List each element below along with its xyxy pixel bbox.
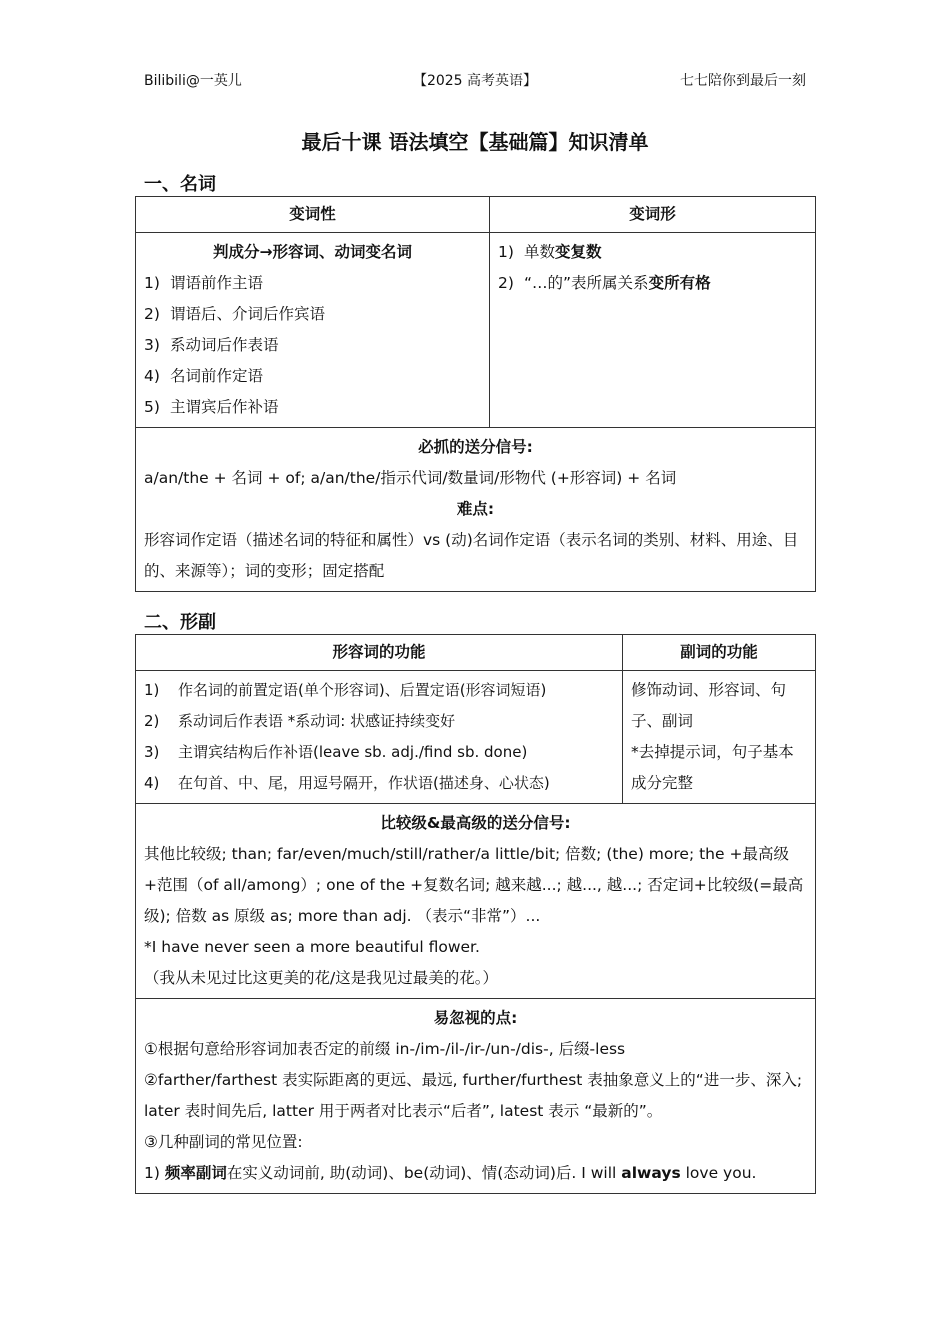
example-english: *I have never seen a more beautiful flower. (144, 938, 480, 956)
adj-adv-table (135, 634, 816, 1194)
header-right: 七七陪你到最后一刻 (680, 73, 806, 89)
noun-col1-header: 变词性 (136, 197, 490, 233)
list-item: 1) 谓语前作主语 (144, 274, 264, 292)
difficulty-text: 形容词作定语（描述名词的特征和属性）vs (动)名词作定语（表示名词的类别、材料、用途、目的、来源等）；词的变形；固定搭配 (144, 531, 799, 580)
signal-text: a/an/the + 名词 + of; a/an/the/指示代词/数量词/形物代 (+形容词) + 名词 (144, 469, 677, 487)
page-title: 最后十课 语法填空【基础篇】知识清单 (301, 130, 649, 154)
noun-col1-cell (136, 233, 490, 428)
list-item: 2) “…的”表所属关系变所有格 (498, 274, 711, 292)
noun-col1-subheading: 判成分→形容词、动词变名词 (213, 243, 412, 261)
ignore-point-4: 1) 频率副词在实义动词前, 助(动词)、be(动词)、情(态动词)后. I will always love you. (144, 1164, 757, 1182)
list-item: 1) 单数变复数 (498, 243, 602, 261)
noun-col2-cell (490, 233, 816, 428)
list-item: 5) 主谓宾后作补语 (144, 398, 279, 416)
ignore-point-3: ③几种副词的常见位置: (144, 1133, 303, 1151)
adj-col-header: 形容词的功能 (136, 635, 623, 671)
adv-function-cell (623, 671, 816, 804)
ignore-title: 易忽视的点: (433, 1009, 518, 1027)
noun-signal-cell (136, 428, 816, 592)
adv-function-text: 修饰动词、形容词、句子、副词 (631, 681, 787, 730)
ignore-point-1: ①根据句意给形容词加表否定的前缀 in-/im-/il-/ir-/un-/dis-, 后缀-less (144, 1040, 626, 1058)
compare-text: 其他比较级; than; far/even/much/still/rather/a little/bit; 倍数; (the) more; the +最高级+范围（of all/among）; one of the +复数名词; 越来越...; 越..., 越...; 否定词+比较级(=最高级); 倍数 as 原级 as; more than adj. （表示“非常”）... (144, 845, 804, 925)
list-item: 4) 名词前作定语 (144, 367, 264, 385)
difficulty-title: 难点: (456, 500, 495, 518)
list-item: 1) 作名词的前置定语(单个形容词)、后置定语(形容词短语) (144, 681, 547, 699)
ignore-point-2: ②farther/farthest 表实际距离的更远、最远, further/furthest 表抽象意义上的“进一步、深入; later 表时间先后, latter 用于两者对比表示“后者”, latest 表示 “最新的”。 (144, 1071, 803, 1120)
noun-col2-header: 变词形 (490, 197, 816, 233)
list-item: 3) 系动词后作表语 (144, 336, 279, 354)
list-item: 2) 系动词后作表语 *系动词: 状感证持续变好 (144, 712, 456, 730)
section-heading-adj-adv: 二、形副 (144, 612, 216, 633)
adv-col-header: 副词的功能 (623, 635, 816, 671)
header-left: Bilibili@一英儿 (144, 73, 242, 89)
ignore-points-cell (136, 999, 816, 1194)
compare-title: 比较级&最高级的送分信号: (380, 814, 571, 832)
example-chinese: （我从未见过比这更美的花/这是我见过最美的花。） (144, 969, 498, 987)
header-center: 【2025 高考英语】 (412, 73, 538, 89)
list-item: 3) 主谓宾结构后作补语(leave sb. adj./find sb. done) (144, 743, 528, 761)
list-item: 4) 在句首、中、尾，用逗号隔开，作状语(描述身、心状态) (144, 774, 550, 792)
noun-table (135, 196, 816, 592)
adj-function-cell (136, 671, 623, 804)
signal-title: 必抓的送分信号: (418, 438, 533, 456)
list-item: 2) 谓语后、介词后作宾语 (144, 305, 326, 323)
compare-signal-cell (136, 804, 816, 999)
adv-function-note: *去掉提示词，句子基本成分完整 (631, 743, 794, 792)
section-heading-noun: 一、名词 (144, 174, 216, 195)
